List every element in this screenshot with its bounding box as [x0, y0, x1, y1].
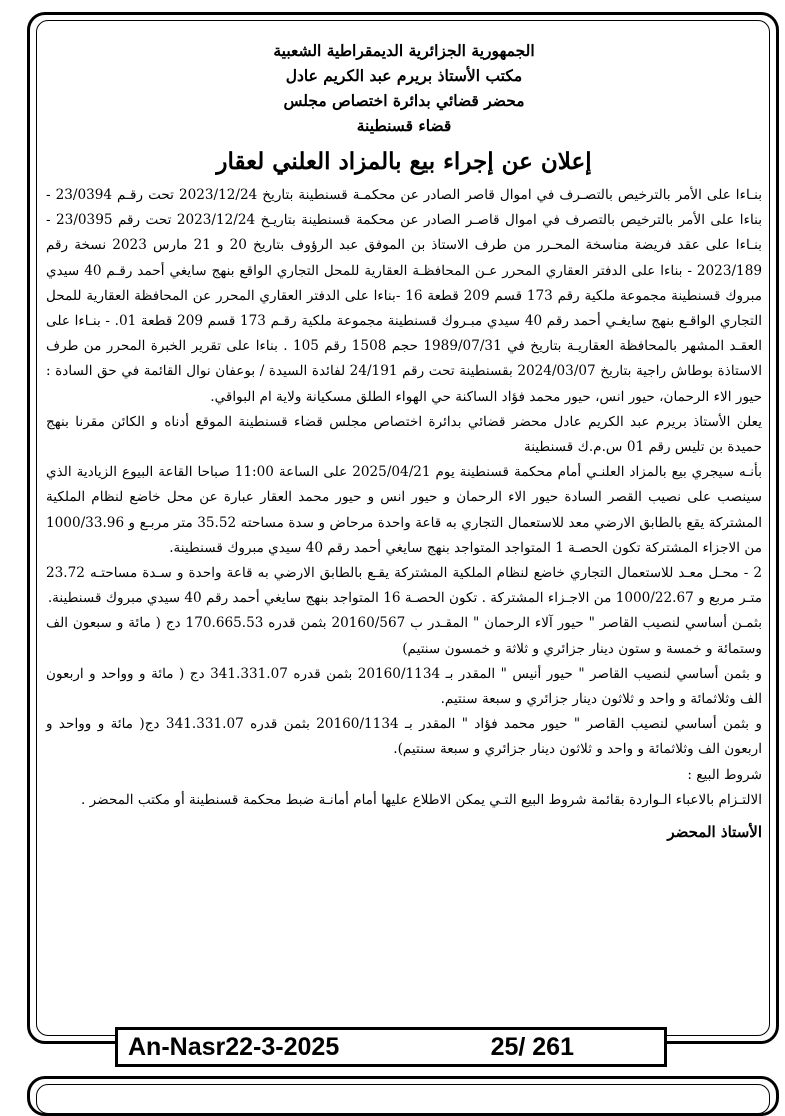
announcement-title: إعلان عن إجراء بيع بالمزاد العلني لعقار [216, 148, 592, 175]
footer-reference: 25/ 261 [490, 1032, 574, 1061]
paragraph-auction-lot-1: بأنـه سيجري بيع بالمزاد العلنـي أمام محكمة قسنطينة يوم 2025/04/21 على الساعة 11:00 صباحا القاعة البيوع الزيادية الذي سينصب على نصيب القصر السادة حيور الاء الرحمان و حيور انس و حيور محمد العقار عبارة عن محل خاضع لنظام الملكية المشتركة يقع بالطابق الارضي معد للاستعمال التجاري به قاعة واحدة مرحاض و سدة مساحته 35.52 متر مربـع و 1000/33.96 من الاجزاء المشتركة تكون الحصـة 1 المتواجد المتواجد بنهج سايغي أحمد رقم 40 سيدي مبروك قسنطينة. [46, 464, 762, 556]
announcement-body [46, 183, 762, 813]
paragraph-auction-lot-2: 2 - محـل معـد للاستعمال التجاري خاضع لنظام الملكية المشتركة يقـع بالطابق الارضي به قاعة واحدة و سـدة مساحتـه 23.72 متـر مربع و 1000/22.67 من الاجـزاء المشتركة . تكون الحصـة 16 المتواجد بنهج سايغي أحمد رقم 40 سيدي مبروك قسنطينة. [46, 565, 762, 607]
header-line-1: الجمهورية الجزائرية الديمقراطية الشعبية [273, 41, 535, 60]
paragraph-conditions-heading: شروط البيع : [687, 766, 762, 783]
footer-publication: An-Nasr22-3-2025 [128, 1032, 340, 1061]
footer-bar [115, 1027, 667, 1067]
header-line-3: محضر قضائي بدائرة اختصاص مجلس [283, 91, 525, 110]
next-announcement-inner-frame [36, 1084, 770, 1114]
signature: الأستاذ المحضر [667, 823, 762, 842]
paragraph-price-2: و بثمن أساسي لنصيب القاصر " حيور أنيس " المقدر بـ 20160/1134 بثمن قدره 341.331.07 دج ( مائة و وواحد و اربعون الف وثلاثمائة و واحد و ثلاثون دينار جزائري و سبعة سنتيم. [46, 665, 762, 708]
announcement-content [46, 38, 762, 841]
paragraph-price-3: و بثمن أساسي لنصيب القاصر " حيور محمد فؤاد " المقدر بـ 20160/1134 بثمن قدره 341.331.07 دج( مائة و وواحد و اربعون الف وثلاثمائة و واحد و ثلاثون دينار جزائري و سبعة سنتيم). [46, 716, 762, 758]
paragraph-legal-basis: بنـاءا على الأمر بالترخيص بالتصـرف في اموال قاصر الصادر عن محكمـة قسنطينة بتاريخ 2023/12/24 تحت رقـم 23/0394 - بناءا على الأمر بالترخيص بالتصرف في اموال قاصـر الصادر عن محكمة قسنطينة بتاريـخ 2023/12/24 تحت رقم 23/0395 - بنـاءا على عقد فريضة مناسخة المحـرر من طرف الاستاذ بن الموفق عبد الرؤوف بتاريخ 20 و 21 مارس 2023 نسخة رقم 2023/189 - بناءا على الدفتر العقاري المحرر عـن المحافظـة العقارية للمحل التجاري الواقع بنهج سايغي أحمد رقـم 40 سيدي مبروك قسنطينة مجموعة ملكية رقم 173 قسم 209 قطعة 16 -بناءا على الدفتر العقاري المحرر عن المحافظة العقارية للمحل التجاري الواقـع بنهج سايغـي أحمد رقم 40 سيدي مبـروك قسنطينة مجموعة ملكية رقـم 173 قسم 209 قطعة 01. - بنـاءا على العقـد المشهر بالمحافظة العقاريـة بتاريخ في 1989/07/31 حجم 1508 رقم 105 . بناءا على تقرير الخبرة المحرر من طرف الاستاذة بوطاش راجية بتاريخ 2024/03/07 بقسنطينة تحت رقم 24/191 لفائدة السيدة / بوعفان نوال القائمة في حق السادة : حيور الاء الرحمان، حيور انس، حيور محمد فؤاد الساكنة حي الهواء الطلق مسكيانة ولاية ام البواقي. [46, 187, 762, 405]
header-line-4: قضاء قسنطينة [356, 116, 452, 135]
paragraph-bailiff: يعلن الأستاذ بريرم عبد الكريم عادل محضر قضائي بدائرة اختصاص مجلس قضاء قسنطينة الموقع أدناه و الكائن مقرنا بنهج حميدة بن تليس رقم 01 س.م.ك قسنطينة [46, 413, 762, 456]
paragraph-conditions: الالتـزام بالاعباء الـواردة بقائمة شروط البيع التـي يمكن الاطلاع عليها أمام أمانـة ضبط محكمة قسنطينة أو مكتب المحضر . [81, 791, 762, 808]
paragraph-price-1: بثمـن أساسي لنصيب القاصر " حيور آلاء الرحمان " المقـدر ب 20160/567 بثمن قدره 170.665.53 دج ( مائة و سبعون الف وستمائة و خمسة و ستون دينار جزائري و ثلاثة و خمسون سنتيم) [46, 615, 762, 657]
header-line-2: مكتب الأستاذ بريرم عبد الكريم عادل [285, 66, 523, 85]
